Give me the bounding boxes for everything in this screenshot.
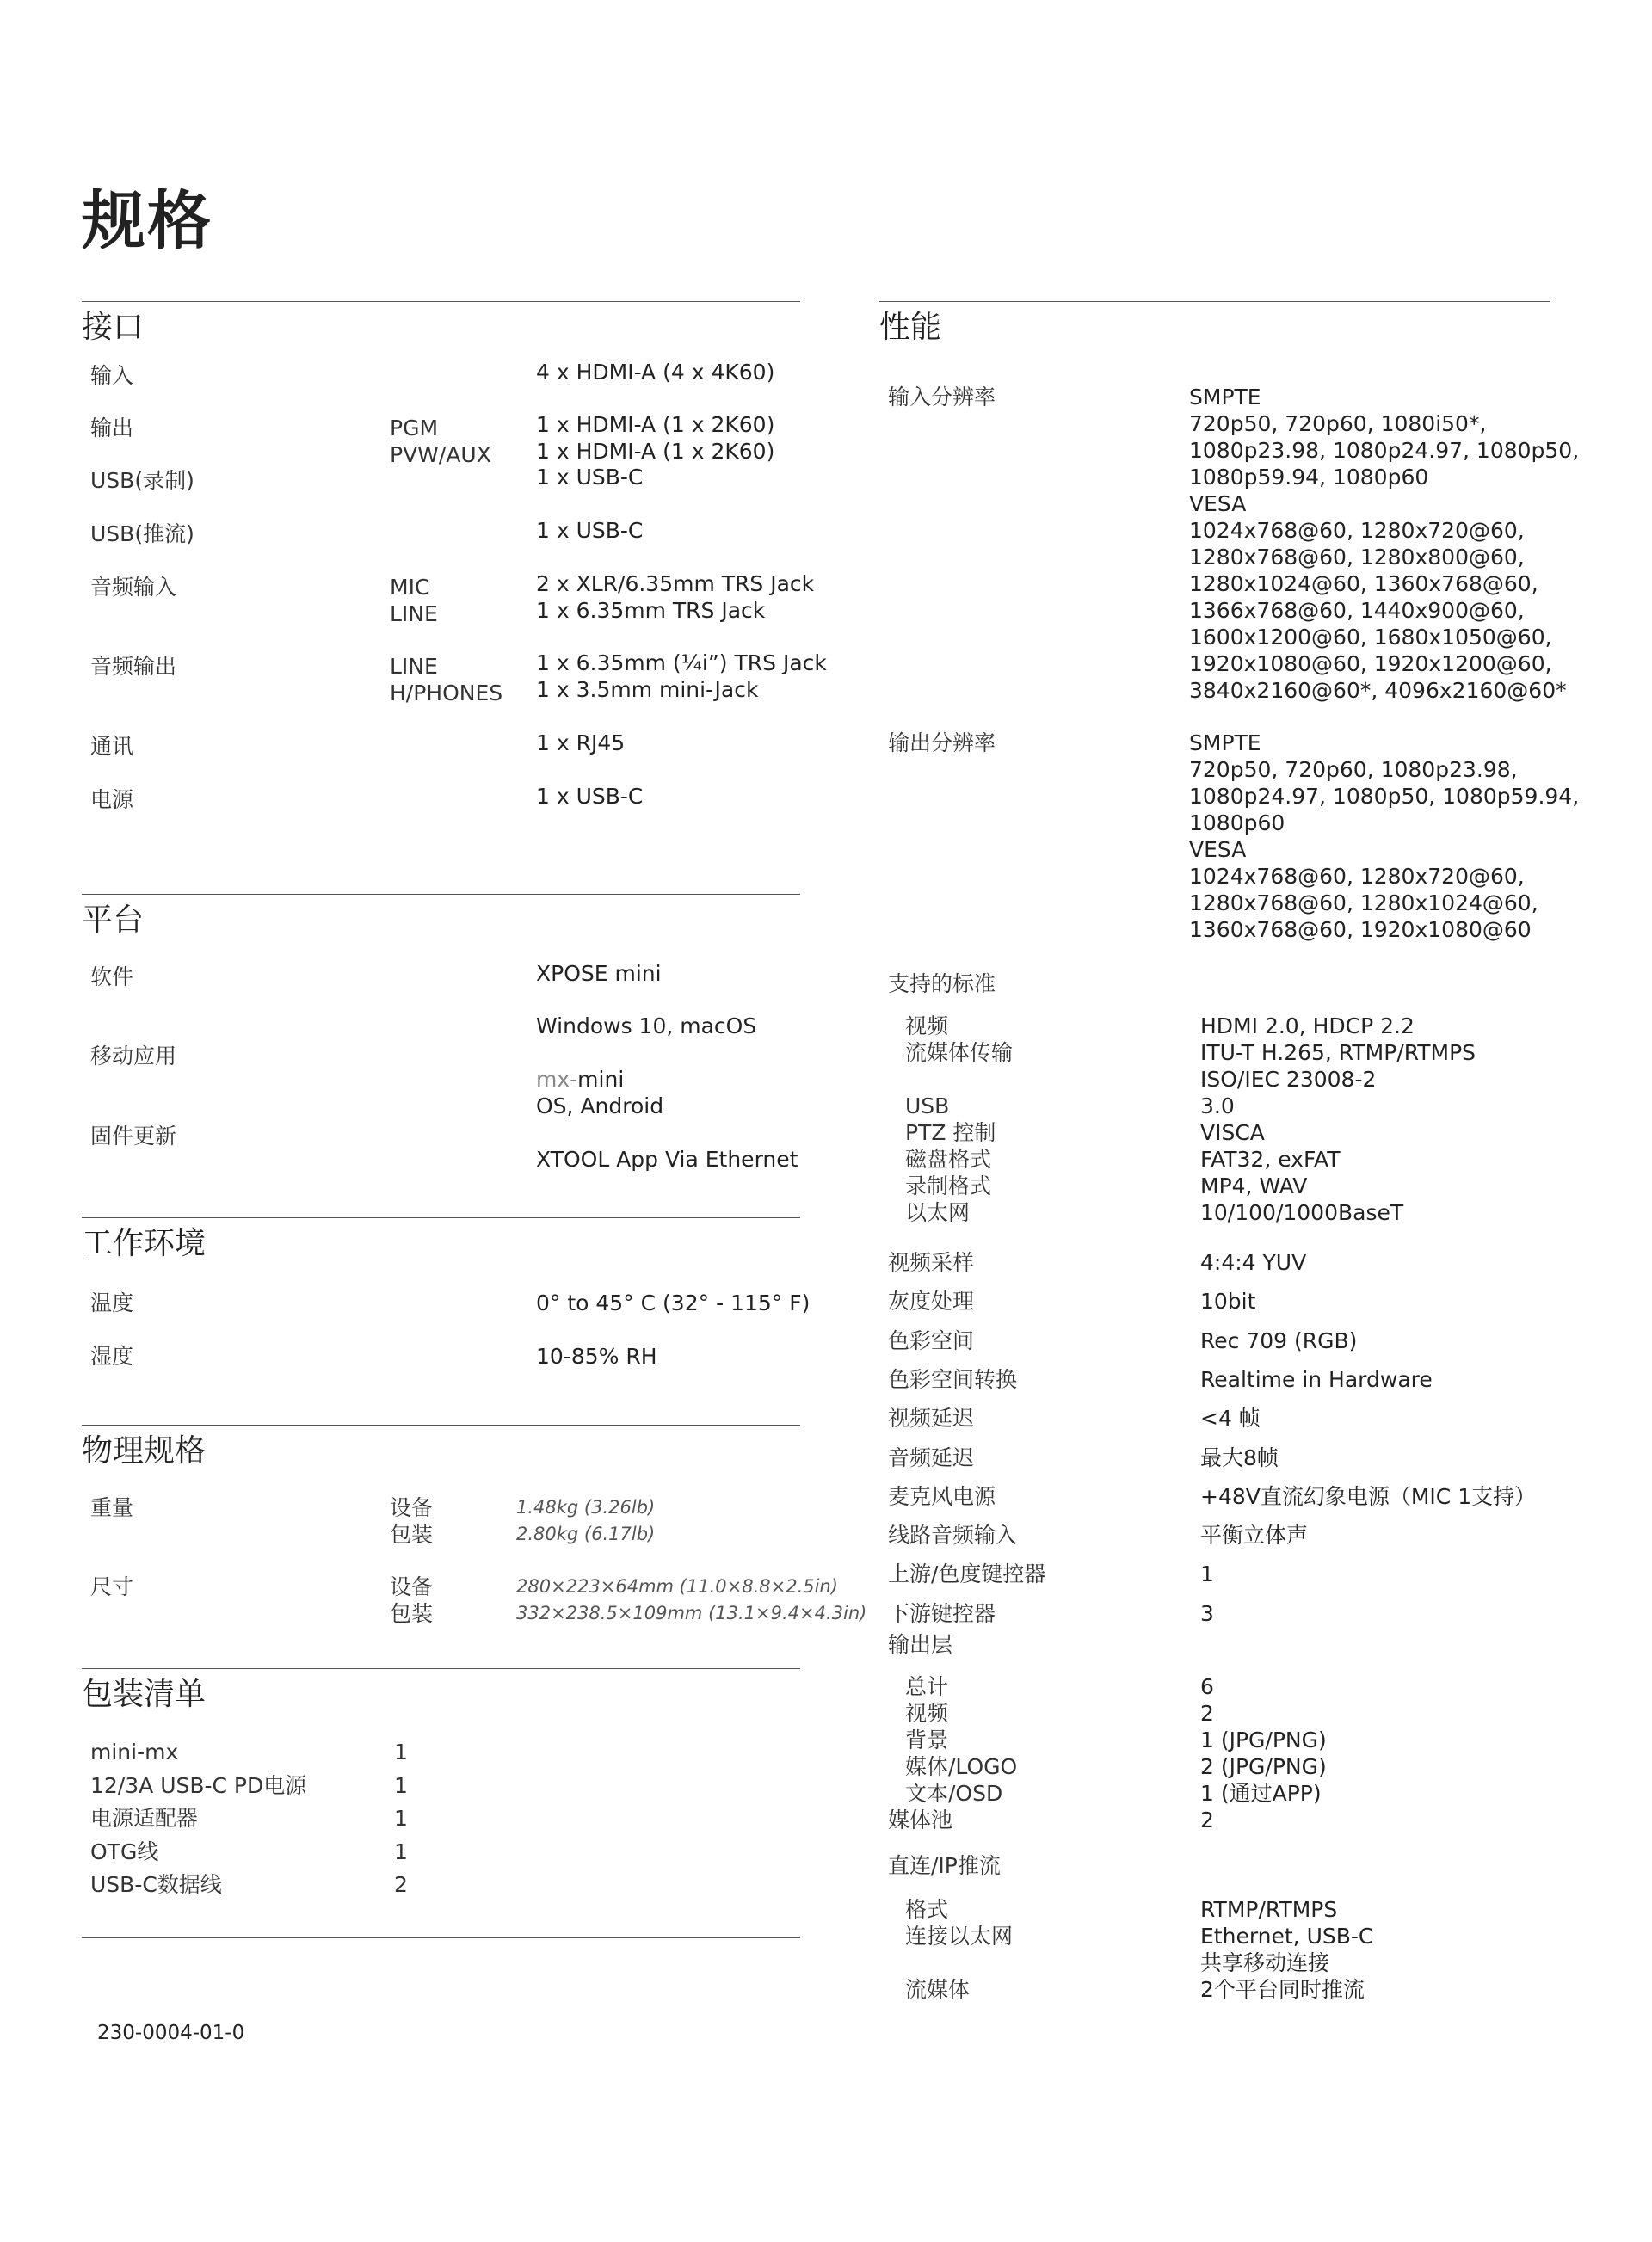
output-res-values	[1189, 730, 1579, 943]
interface-value: 1 x HDMI-A (1 x 2K60)	[536, 439, 775, 464]
layer-sub-label: 文本/OSD	[905, 1781, 1003, 1806]
interface-sub-label: LINE	[390, 601, 438, 626]
interface-value: 1 x 3.5mm mini-Jack	[536, 677, 759, 702]
standards-label: 支持的标准	[888, 971, 996, 996]
platform-label-software: 软件	[90, 964, 134, 989]
standards-values	[1200, 1013, 1476, 1226]
output-res-line: 1360x768@60, 1920x1080@60	[1189, 917, 1532, 942]
right-column	[879, 301, 1580, 2005]
standards-subs	[905, 1013, 1013, 1226]
package-item-qty: 1	[394, 1740, 408, 1765]
standard-sub-label	[905, 1066, 1013, 1093]
spec-value: 10bit	[1200, 1289, 1256, 1315]
spec-label: 灰度处理	[888, 1289, 975, 1315]
streaming-sub-label	[905, 1949, 1013, 1976]
interface-value: 1 x RJ45	[536, 730, 626, 755]
package-item-label: 12/3A USB-C PD电源	[90, 1772, 307, 1798]
output-layers-label: 输出层	[888, 1632, 953, 1657]
media-pool-label: 媒体池	[888, 1808, 953, 1832]
standard-value: FAT32, exFAT	[1200, 1147, 1341, 1172]
spec-value: 最大8帧	[1200, 1444, 1279, 1470]
spec-label: 视频延迟	[888, 1406, 975, 1432]
spec-label: 音频延迟	[888, 1444, 975, 1470]
output-res-line: 1024x768@60, 1280x720@60,	[1189, 864, 1525, 889]
streaming-label: 直连/IP推流	[888, 1853, 1001, 1878]
platform-label-firmware: 固件更新	[90, 1124, 177, 1149]
spec-value: 3	[1200, 1600, 1214, 1626]
spec-value: 平衡立体声	[1200, 1523, 1309, 1549]
standard-sub-label: 以太网	[905, 1200, 971, 1225]
page-title: 规格	[82, 184, 213, 258]
standard-value: ISO/IEC 23008-2	[1200, 1067, 1377, 1092]
phys-label-weight: 重量	[90, 1495, 134, 1520]
streaming-value: 共享移动连接	[1200, 1950, 1330, 1975]
output-res-line: 1280x768@60, 1280x1024@60,	[1189, 890, 1538, 915]
spec-label: 麦克风电源	[888, 1483, 996, 1509]
input-res-line: 1080p59.94, 1080p60	[1189, 465, 1429, 490]
performance-section	[879, 301, 1580, 2005]
package-section	[82, 1668, 800, 1938]
standard-value: VISCA	[1200, 1120, 1265, 1145]
package-item-qty: 1	[394, 1839, 408, 1864]
phys-value-size-device: 280×223×64mm (11.0×8.8×2.5in)	[516, 1576, 838, 1597]
interface-value: 2 x XLR/6.35mm TRS Jack	[536, 571, 815, 596]
platform-section	[82, 894, 800, 1217]
interface-value: 4 x HDMI-A (4 x 4K60)	[536, 360, 775, 385]
package-item-label: OTG线	[90, 1839, 159, 1864]
physical-section	[82, 1425, 867, 1668]
spec-label: 视频采样	[888, 1250, 975, 1275]
output-res-line: SMPTE	[1189, 730, 1261, 755]
standard-value: ITU-T H.265, RTMP/RTMPS	[1200, 1040, 1476, 1065]
input-res-line: 3840x2160@60*, 4096x2160@60*	[1189, 678, 1567, 703]
streaming-values	[1200, 1896, 1373, 2003]
streaming-value: 2个平台同时推流	[1200, 1977, 1365, 2002]
platform-value-software: XPOSE mini	[536, 961, 662, 986]
output-res-line: 1080p24.97, 1080p50, 1080p59.94,	[1189, 784, 1580, 809]
standard-value: MP4, WAV	[1200, 1173, 1308, 1198]
phys-sub-weight-package: 包装	[390, 1522, 434, 1547]
spec-label: 下游键控器	[888, 1600, 996, 1626]
input-res-line: 1366x768@60, 1440x900@60,	[1189, 598, 1525, 623]
spec-value: 4:4:4 YUV	[1200, 1250, 1307, 1275]
spec-label: 色彩空间	[888, 1327, 975, 1353]
layer-sub-label: 总计	[905, 1674, 949, 1699]
standard-value: 3.0	[1200, 1093, 1235, 1118]
spec-value: <4 帧	[1200, 1406, 1261, 1432]
standard-value: HDMI 2.0, HDCP 2.2	[1200, 1013, 1415, 1038]
input-res-line: 1600x1200@60, 1680x1050@60,	[1189, 625, 1552, 650]
interface-sub-label: PGM	[390, 416, 439, 440]
streaming-sub-label: 连接以太网	[905, 1924, 1014, 1949]
phys-value-weight-package: 2.80kg (6.17lb)	[516, 1524, 656, 1544]
performance-title: 性能	[879, 310, 942, 345]
interface-sub-label: PVW/AUX	[390, 442, 491, 467]
package-item-label: mini-mx	[90, 1740, 179, 1765]
standard-sub-label: 视频	[905, 1013, 949, 1038]
input-res-values	[1189, 384, 1579, 704]
interface-value: 1 x 6.35mm TRS Jack	[536, 598, 766, 623]
input-res-line: 1920x1080@60, 1920x1200@60,	[1189, 651, 1552, 676]
env-value-temp: 0° to 45° C (32° - 115° F)	[536, 1290, 811, 1315]
spec-label: 色彩空间转换	[888, 1366, 1018, 1392]
document-code: 230-0004-01-0	[97, 2022, 245, 2044]
interface-sub-label: LINE	[390, 654, 438, 679]
input-res-line: VESA	[1189, 491, 1247, 516]
physical-title: 物理规格	[82, 1433, 206, 1469]
layer-value: 1 (通过APP)	[1200, 1781, 1322, 1806]
streaming-sub-label: 流媒体	[905, 1977, 971, 2002]
input-res-line: 1280x1024@60, 1360x768@60,	[1189, 571, 1538, 596]
streaming-sub-label: 格式	[905, 1897, 949, 1922]
interface-label: 音频输入	[90, 575, 177, 600]
platform-title: 平台	[82, 902, 145, 938]
package-item-label: USB-C数据线	[90, 1872, 222, 1897]
platform-value-firmware: XTOOL App Via Ethernet	[536, 1147, 798, 1172]
interface-label: 音频输出	[90, 654, 177, 679]
platform-app-name: mini	[577, 1067, 625, 1092]
media-pool-value: 2	[1200, 1808, 1214, 1832]
layer-sub-label: 媒体/LOGO	[905, 1754, 1018, 1779]
platform-value-app-os: OS, Android	[536, 1093, 664, 1118]
output-res-line: 1080p60	[1189, 810, 1285, 835]
package-item-qty: 1	[394, 1806, 408, 1831]
layer-sub-label: 视频	[905, 1701, 949, 1726]
spec-value: Realtime in Hardware	[1200, 1366, 1433, 1392]
standard-sub-label: USB	[905, 1093, 950, 1118]
platform-value-os: Windows 10, macOS	[536, 1013, 757, 1038]
layer-value: 2 (JPG/PNG)	[1200, 1754, 1327, 1779]
environment-section	[82, 1217, 811, 1425]
interface-label: 通讯	[90, 734, 134, 759]
input-res-line: 720p50, 720p60, 1080i50*,	[1189, 411, 1487, 436]
layer-value: 6	[1200, 1674, 1214, 1699]
output-layers-subs	[905, 1673, 1017, 1807]
output-res-line: 720p50, 720p60, 1080p23.98,	[1189, 757, 1518, 782]
phys-label-size: 尺寸	[90, 1574, 134, 1599]
spec-label: 上游/色度键控器	[888, 1561, 1046, 1587]
phys-value-weight-device: 1.48kg (3.26lb)	[516, 1497, 656, 1518]
input-res-line: 1024x768@60, 1280x720@60,	[1189, 518, 1525, 543]
standard-sub-label: 流媒体传输	[905, 1040, 1014, 1065]
interface-value: 1 x USB-C	[536, 784, 644, 809]
env-value-humidity: 10-85% RH	[536, 1344, 657, 1369]
interface-value: 1 x HDMI-A (1 x 2K60)	[536, 412, 775, 437]
spec-label: 线路音频输入	[888, 1523, 1018, 1549]
standard-sub-label: PTZ 控制	[905, 1120, 996, 1145]
interface-value: 1 x 6.35mm (¼i”) TRS Jack	[536, 650, 827, 675]
interface-value: 1 x USB-C	[536, 465, 644, 490]
env-label-temp: 温度	[90, 1290, 134, 1315]
standard-sub-label: 录制格式	[905, 1173, 992, 1198]
spec-value: +48V直流幻象电源（MIC 1支持）	[1200, 1483, 1537, 1509]
output-res-line: VESA	[1189, 837, 1247, 862]
interface-label: 输出	[90, 416, 134, 440]
interface-value: 1 x USB-C	[536, 518, 644, 543]
input-res-line: SMPTE	[1189, 385, 1261, 410]
layer-value: 2	[1200, 1701, 1214, 1726]
standard-value: 10/100/1000BaseT	[1200, 1200, 1404, 1225]
layer-value: 1 (JPG/PNG)	[1200, 1728, 1327, 1752]
platform-value-app	[536, 1066, 624, 1093]
output-res-label: 输出分辨率	[888, 730, 996, 755]
layer-sub-label: 背景	[905, 1728, 949, 1752]
phys-sub-weight-device: 设备	[390, 1495, 434, 1520]
package-item-qty: 1	[394, 1772, 408, 1798]
interface-sub-label: MIC	[390, 575, 430, 600]
input-res-line: 1080p23.98, 1080p24.97, 1080p50,	[1189, 438, 1580, 463]
package-item-label: 电源适配器	[90, 1806, 199, 1831]
interface-sub-label: H/PHONES	[390, 681, 503, 705]
package-title: 包装清单	[82, 1677, 206, 1712]
left-column	[82, 301, 867, 1938]
interface-label: USB(录制)	[90, 468, 194, 493]
interfaces-section	[82, 301, 827, 894]
input-res-line: 1280x768@60, 1280x800@60,	[1189, 545, 1525, 570]
interface-label: USB(推流)	[90, 521, 194, 546]
input-res-label: 输入分辨率	[888, 385, 996, 410]
interface-label: 电源	[90, 787, 134, 812]
env-label-humidity: 湿度	[90, 1344, 134, 1369]
spec-value: 1	[1200, 1561, 1214, 1587]
interface-label: 输入	[90, 363, 134, 388]
standard-sub-label: 磁盘格式	[905, 1147, 992, 1172]
environment-title: 工作环境	[82, 1226, 206, 1261]
package-item-qty: 2	[394, 1872, 408, 1897]
streaming-value: RTMP/RTMPS	[1200, 1897, 1338, 1922]
streaming-subs	[905, 1896, 1013, 2003]
output-layers-values	[1200, 1673, 1327, 1807]
streaming-value: Ethernet, USB-C	[1200, 1924, 1374, 1949]
platform-app-prefix: mx-	[536, 1067, 578, 1092]
platform-label-mobile: 移动应用	[90, 1044, 177, 1069]
interfaces-title: 接口	[82, 310, 145, 345]
spec-value: Rec 709 (RGB)	[1200, 1327, 1358, 1353]
phys-value-size-package: 332×238.5×109mm (13.1×9.4×4.3in)	[516, 1603, 867, 1623]
phys-sub-size-package: 包装	[390, 1601, 434, 1626]
phys-sub-size-device: 设备	[390, 1574, 434, 1599]
